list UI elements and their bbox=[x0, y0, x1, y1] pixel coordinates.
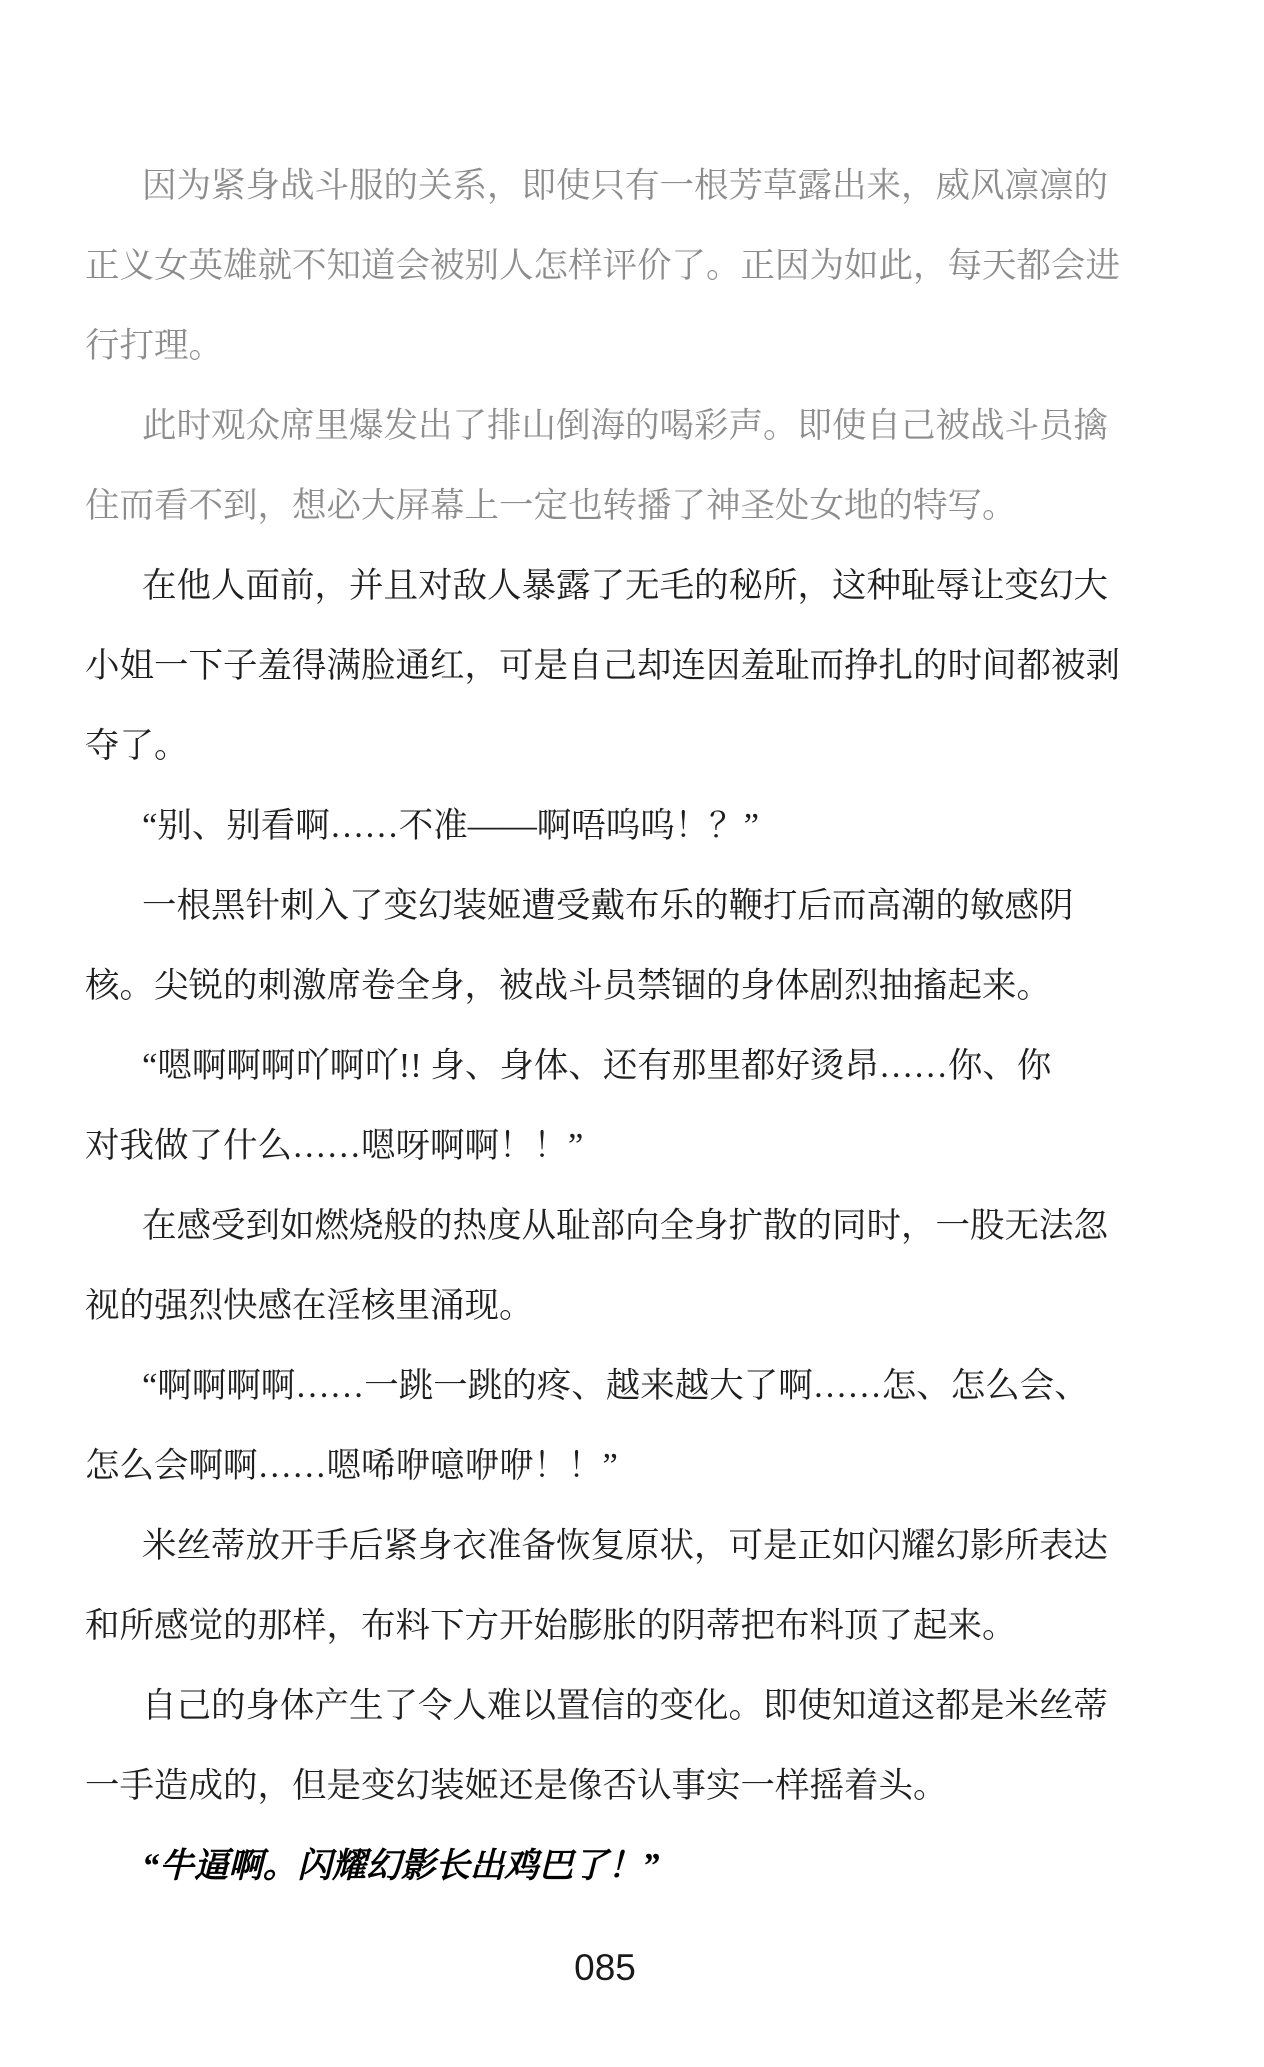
text-line: 夺了。 bbox=[85, 727, 189, 765]
text-line: 自己的身体产生了令人难以置信的变化。即使知道这都是米丝蒂 bbox=[142, 1687, 1108, 1725]
text-line: “嗯啊啊啊吖啊吖!! 身、身体、还有那里都好烫昂……你、你 bbox=[142, 1047, 1052, 1085]
text-line: 怎么会啊啊……嗯唏咿噫咿咿！！” bbox=[85, 1447, 618, 1485]
text-line: 此时观众席里爆发出了排山倒海的喝彩声。即使自己被战斗员擒 bbox=[142, 407, 1108, 445]
text-line: 在他人面前，并且对敌人暴露了无毛的秘所，这种耻辱让变幻大 bbox=[142, 567, 1108, 605]
text-line: 在感受到如燃烧般的热度从耻部向全身扩散的同时，一股无法忽 bbox=[142, 1207, 1108, 1245]
text-line: “别、别看啊……不准——啊唔呜呜！？” bbox=[142, 807, 760, 845]
text-line: 核。尖锐的刺激席卷全身，被战斗员禁锢的身体剧烈抽搐起来。 bbox=[85, 967, 1051, 1005]
page-number: 085 bbox=[574, 1947, 636, 1988]
text-line: 对我做了什么……嗯呀啊啊！！” bbox=[85, 1127, 584, 1165]
text-line: 一根黑针刺入了变幻装姬遭受戴布乐的鞭打后而高潮的敏感阴 bbox=[142, 887, 1074, 925]
text-line: 一手造成的，但是变幻装姬还是像否认事实一样摇着头。 bbox=[85, 1767, 948, 1805]
text-line: 小姐一下子羞得满脸通红，可是自己却连因羞耻而挣扎的时间都被剥 bbox=[85, 647, 1120, 685]
text-line: 米丝蒂放开手后紧身衣准备恢复原状，可是正如闪耀幻影所表达 bbox=[142, 1527, 1108, 1565]
text-line: 和所感觉的那样，布料下方开始膨胀的阴蒂把布料顶了起来。 bbox=[85, 1607, 1017, 1645]
text-line: “啊啊啊啊……一跳一跳的疼、越来越大了啊……怎、怎么会、 bbox=[142, 1367, 1089, 1405]
text-line: 正义女英雄就不知道会被别人怎样评价了。正因为如此，每天都会进 bbox=[85, 247, 1120, 285]
text-line: 行打理。 bbox=[85, 327, 223, 365]
text-line: 住而看不到，想必大屏幕上一定也转播了神圣处女地的特写。 bbox=[85, 487, 1017, 525]
text-column bbox=[85, 146, 1125, 1906]
text-line: 因为紧身战斗服的关系，即使只有一根芳草露出来，威风凛凛的 bbox=[142, 167, 1108, 205]
text-line: 视的强烈快感在淫核里涌现。 bbox=[85, 1287, 534, 1325]
text-line: “牛逼啊。闪耀幻影长出鸡巴了！” bbox=[142, 1847, 660, 1885]
